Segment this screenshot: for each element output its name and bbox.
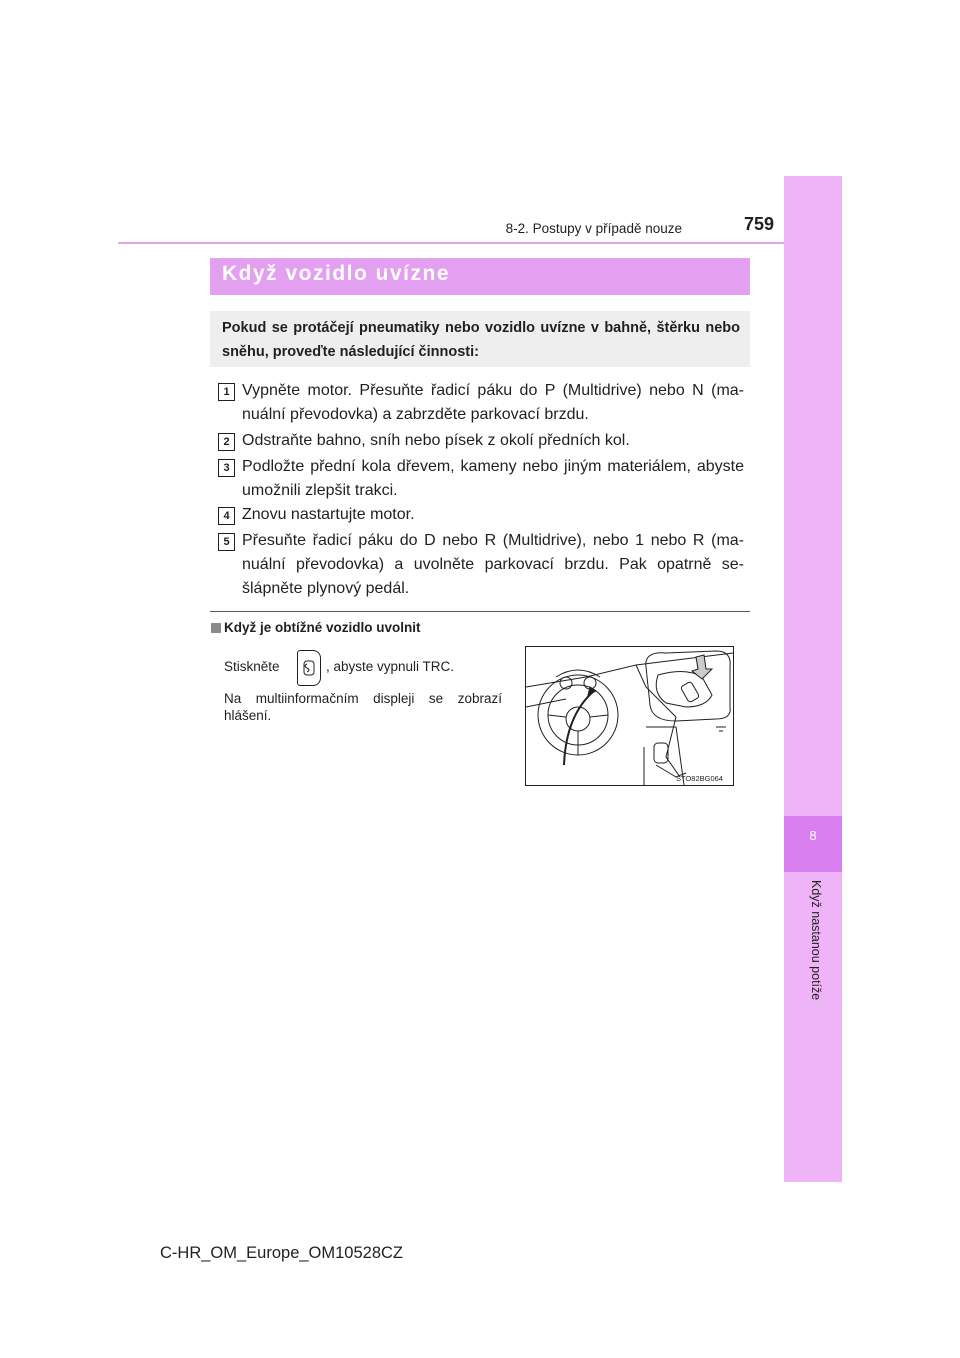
step-number: 2: [218, 433, 235, 451]
footer-doc-id: C-HR_OM_Europe_OM10528CZ: [160, 1244, 404, 1262]
section-divider: [210, 611, 750, 612]
illustration-code: STO82BG064: [676, 774, 723, 783]
step-text: Odstraňte bahno, sníh nebo písek z okolí předních kol.: [242, 432, 630, 449]
trc-off-button-icon: [297, 650, 321, 686]
page-title: Když vozidlo uvízne: [222, 262, 451, 285]
step-text: Vypněte motor. Přesuňte řadicí páku do P (Multidrive) nebo N (ma- nuální převodovka) a zabrzděte parkovací brzdu.: [242, 382, 744, 423]
note-text: Na multiinformačním displeji se zobrazí hlášení.: [224, 691, 502, 723]
dashboard-illustration: [525, 646, 734, 786]
page-number: 759: [743, 214, 774, 234]
step-text: Přesuňte řadicí páku do D nebo R (Multidrive), nebo 1 nebo R (ma- nuální převodovka) a uvolněte parkovací brzdu. Pak opatrně se- šlápněte plynový pedál.: [242, 532, 744, 597]
header-divider: [118, 242, 784, 244]
step-number: 5: [218, 533, 235, 551]
chapter-title: Když nastanou potíže: [809, 880, 823, 1001]
chapter-number: 8: [809, 828, 817, 843]
step-number: 3: [218, 459, 235, 477]
subsection-title: Když je obtížné vozidlo uvolnit: [224, 620, 421, 635]
step-number: 1: [218, 383, 235, 401]
intro-text: Pokud se protáčejí pneumatiky nebo vozidlo uvízne v bahně, štěrku nebo sněhu, proveďte následující činnosti:: [222, 320, 740, 360]
section-label: 8-2. Postupy v případě nouze: [505, 221, 682, 236]
bullet-square-icon: [211, 623, 221, 633]
step-text: Znovu nastartujte motor.: [242, 506, 415, 523]
chapter-tab[interactable]: [784, 816, 842, 872]
note-text: Stiskněte: [224, 659, 280, 674]
step-text: Podložte přední kola dřevem, kameny nebo jiným materiálem, abyste umožnili zlepšit trakci.: [242, 458, 744, 499]
note-text: , abyste vypnuli TRC.: [326, 659, 455, 674]
step-number: 4: [218, 507, 235, 525]
